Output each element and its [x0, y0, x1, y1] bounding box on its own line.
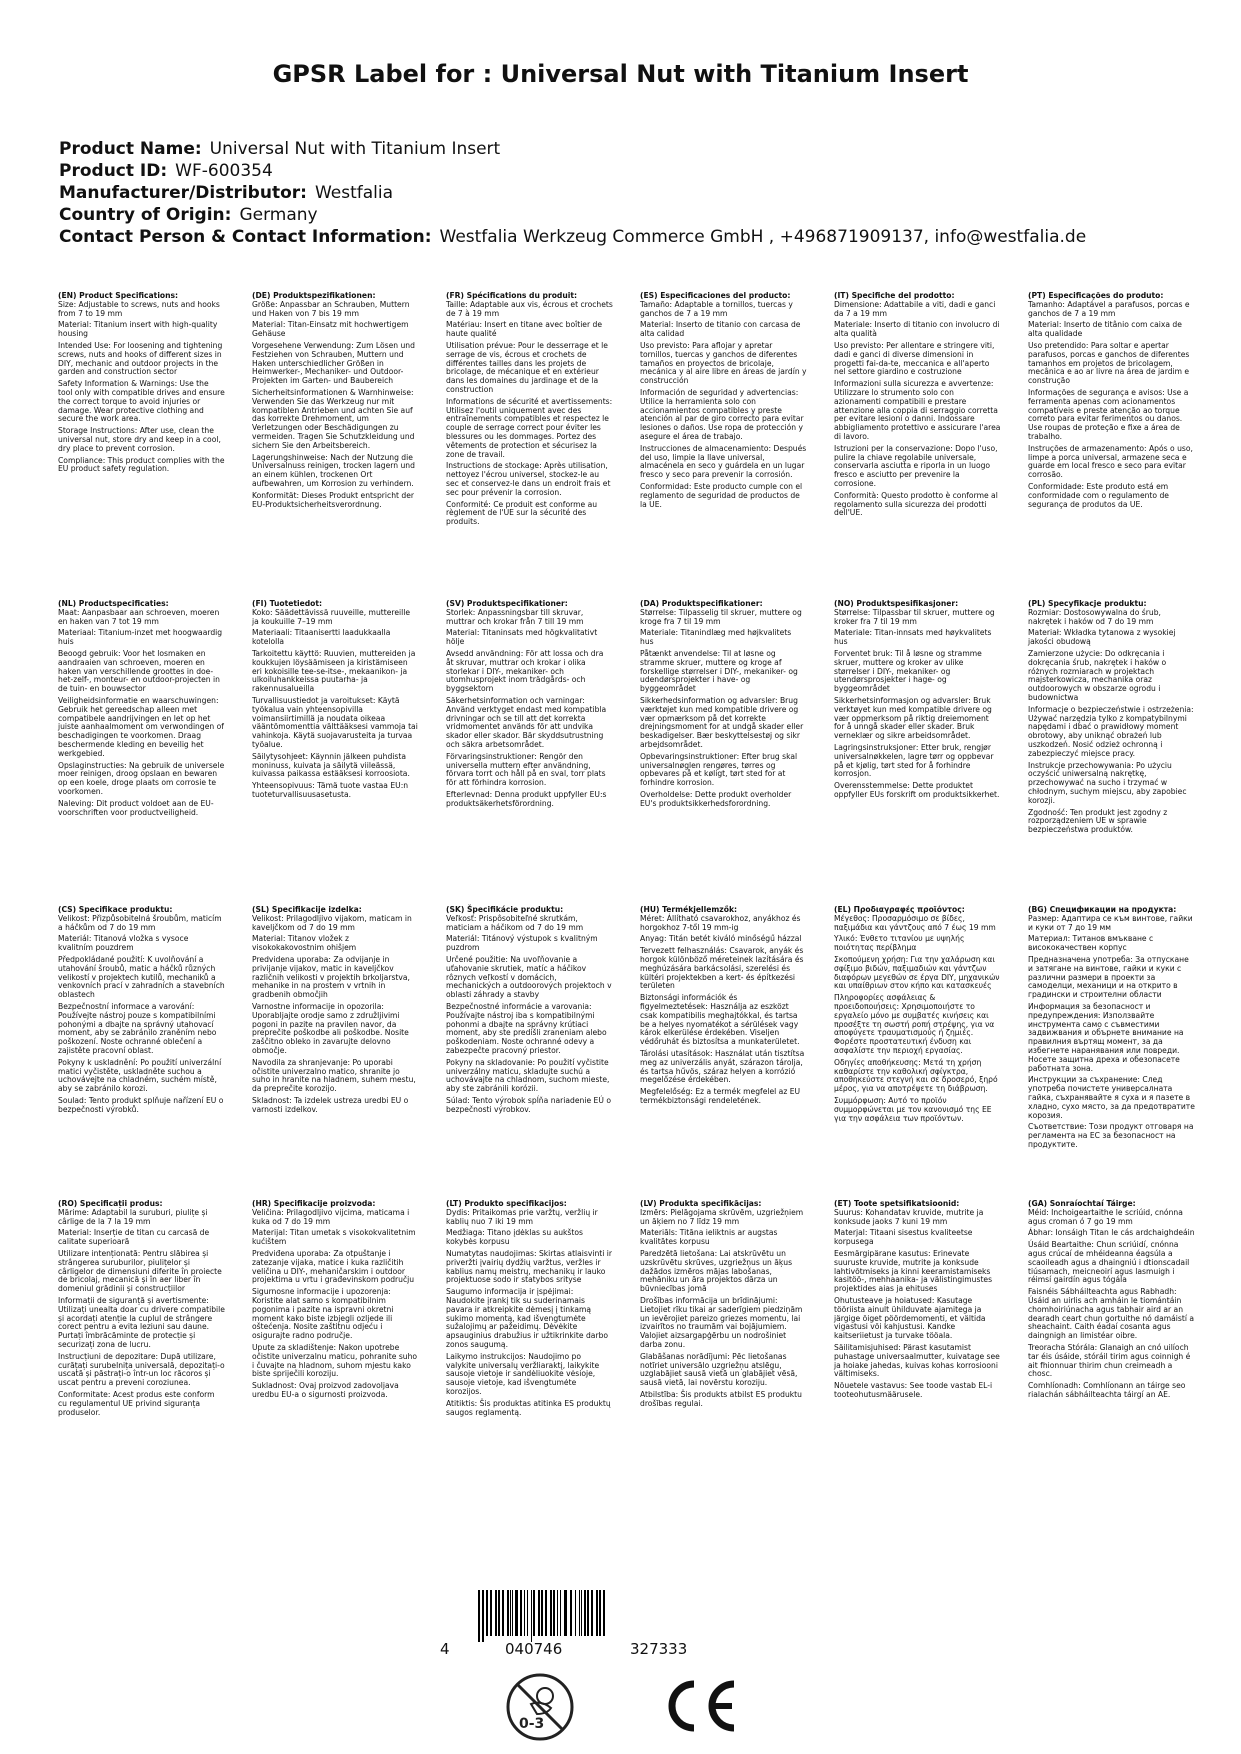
- spec-paragraph: Lagringsinstruksjoner: Etter bruk, rengjør universalnøkkelen, lagre tørr og oppbevar på et kjølig, tørt sted for å forhindre korrosjon.: [834, 742, 994, 779]
- manufacturer-row: Manufacturer/Distributor: Westfalia: [59, 183, 393, 203]
- spec-paragraph: Predviđena uporaba: Za otpuštanje i zatezanje vijaka, matice i kuka različitih veličina u DIY-, mehaničarskim i outdoor projektima u vrtu i građevinskom području: [252, 1248, 415, 1285]
- spec-paragraph: Vorgesehene Verwendung: Zum Lösen und Festziehen von Schrauben, Muttern und Haken unterschiedlicher Größen in Heimwerker-, Mechaniker- und Outdoor-Projekten im Garten- und Baubereich: [252, 340, 415, 386]
- spec-heading: (EN) Product Specifications:: [58, 291, 179, 300]
- spec-paragraph: Nõuetele vastavus: See toode vastab EL-i tooteohutusmäärusele.: [834, 1381, 993, 1399]
- spec-paragraph: Informacje o bezpieczeństwie i ostrzeżenia: Używać narzędzia tylko z kompatybilnymi napędami i dbać o prawidłowy moment obrotowy, aby uniknąć obrażeń lub uszkodzeń. Nosić odzież ochronną i zabezpieczyć miejsce pracy.: [1028, 704, 1194, 758]
- spec-paragraph: Tervezett felhasználás: Csavarok, anyák és horgok különböző méreteinek lazítására és meghúzására barkácsolási, szerelési és kültéri projektekben a kert- és építkezési területen: [640, 946, 804, 991]
- barcode-bar: [553, 1590, 555, 1636]
- spec-section: [640, 292, 807, 530]
- spec-paragraph: Předpokládané použití: K uvolňování a utahování šroubů, matic a háčků různých velikostí v projektech kutilů, mechaniků a venkovních prací v zahradních a stavebních oblastech: [58, 954, 225, 1000]
- spec-paragraph: Yhteensopivuus: Tämä tuote vastaa EU:n tuoteturvallisuusasetusta.: [252, 781, 409, 799]
- spec-section: [252, 906, 419, 1153]
- spec-paragraph: Sigurnosne informacije i upozorenja: Koristite alat samo s kompatibilnim pogonima i pazite na ispravni okretni moment kako biste izbjegli ozljede ili oštećenja. Nosite zaštitnu odjeću i osigurajte radno područje.: [252, 1287, 394, 1341]
- spec-section: [1028, 906, 1195, 1153]
- spec-paragraph: Treoracha Stórála: Glanaigh an cnó uilíoch tar éis úsáide, stóráil tirim agus coinnigh é ait fhionnuar thirim chun creimeadh a chosc.: [1028, 1342, 1191, 1379]
- spec-section: [58, 600, 225, 838]
- barcode-bar: [570, 1590, 572, 1636]
- spec-paragraph: Atitiktis: Šis produktas atitinka ES produktų saugos reglamentą.: [446, 1398, 611, 1417]
- spec-paragraph: Material: Titan-Einsatz mit hochwertigem Gehäuse: [252, 320, 409, 339]
- spec-paragraph: Conformité: Ce produit est conforme au règlement de l'UE sur la sécurité des produits.: [446, 499, 598, 527]
- spec-heading: (SV) Produktspecifikationer:: [446, 599, 568, 608]
- spec-paragraph: Dimensione: Adattabile a viti, dadi e ganci da 7 a 19 mm: [834, 299, 996, 318]
- spec-row: [58, 600, 1198, 838]
- spec-paragraph: Koko: Säädettävissä ruuveille, muttereille ja koukuille 7–19 mm: [252, 607, 411, 626]
- spec-paragraph: Maat: Aanpasbaar aan schroeven, moeren en haken van 7 tot 19 mm: [58, 607, 220, 626]
- spec-section: [446, 906, 613, 1153]
- spec-paragraph: Materjal: Titaani sisestus kvaliteetse korpusega: [834, 1228, 973, 1247]
- spec-heading: (FI) Tuotetiedot:: [252, 599, 323, 608]
- spec-paragraph: Soulad: Tento produkt splňuje nařízení EU o bezpečnosti výrobků.: [58, 1095, 224, 1114]
- spec-section: [1028, 1200, 1195, 1420]
- spec-heading: (DA) Produktspecifikationer:: [640, 599, 763, 608]
- manufacturer-value: Westfalia: [314, 183, 393, 203]
- spec-paragraph: Pokyny na skladovanie: Po použití vyčistite univerzálny maticu, skladujte suchú a uchovávajte na chladnom, suchom mieste, aby ste zabránili korózii.: [446, 1057, 610, 1094]
- spec-paragraph: Určené použitie: Na uvoľňovanie a uťahovanie skrutiek, matíc a háčikov rôznych veľkostí v domácich, mechanických a outdoorových projektoch v oblasti záhrady a stavby: [446, 954, 612, 1000]
- barcode-bar: [507, 1590, 509, 1636]
- spec-paragraph: Informații de siguranță și avertismente: Utilizați unealta doar cu drivere compatibile și acordați atenție la cuplul de strângere corect pentru a evita leziuni sau daune. Purtați îmbrăcăminte de protecție și securizați zona de lucru.: [58, 1295, 225, 1349]
- spec-paragraph: Conformità: Questo prodotto è conforme al regolamento sulla sicurezza dei prodotti dell'UE.: [834, 490, 998, 518]
- spec-paragraph: Velikost: Přizpůsobitelná šroubům, maticím a háčkům od 7 do 19 mm: [58, 913, 222, 932]
- spec-paragraph: Utilisation prévue: Pour le desserrage et le serrage de vis, écrous et crochets de différentes tailles dans les projets de bricolage, de mécanique et en extérieur dans les domaines du jardinage et de la construction: [446, 340, 608, 394]
- spec-section: [640, 1200, 807, 1420]
- barcode-bar: [510, 1590, 511, 1636]
- spec-paragraph: Atbilstība: Šis produkts atbilst ES produktu drošības regulai.: [640, 1389, 802, 1408]
- spec-paragraph: Megfelelőség: Ez a termék megfelel az EU termékbiztonsági rendeletének.: [640, 1087, 801, 1105]
- barcode-bar: [478, 1590, 480, 1642]
- spec-paragraph: Material: Inserto de titanio con carcasa de alta calidad: [640, 320, 801, 339]
- spec-paragraph: Material: Titanium insert with high-quality housing: [58, 320, 218, 339]
- barcode-bar: [587, 1590, 589, 1636]
- spec-section: [1028, 292, 1195, 530]
- spec-section: [252, 292, 419, 530]
- spec-paragraph: Størrelse: Tilpasselig til skruer, muttere og kroge fra 7 til 19 mm: [640, 607, 802, 626]
- barcode-bar: [550, 1590, 552, 1636]
- spec-heading: (LT) Produkto specifikacijos:: [446, 1199, 567, 1208]
- barcode-bar: [584, 1590, 586, 1636]
- spec-paragraph: Numatytas naudojimas: Skirtas atlaisvinti ir priveržti įvairių dydžių varžtus, veržles ir kablius namų meistrų, mechanikų ir lauko projektuose sodo ir statybos srityse: [446, 1248, 613, 1285]
- barcode-bar: [599, 1590, 601, 1636]
- spec-paragraph: Size: Adjustable to screws, nuts and hooks from 7 to 19 mm: [58, 299, 220, 318]
- spec-paragraph: Materiaali: Titaanisertti laadukkaalla kotelolla: [252, 628, 391, 647]
- barcode-bar: [538, 1590, 540, 1636]
- spec-paragraph: Ábhar: Ionsáigh Titan le cás ardchaighdeáin: [1028, 1228, 1195, 1238]
- barcode-bar: [579, 1590, 580, 1636]
- spec-paragraph: Opbevaringsinstruktioner: Efter brug skal universalnøglen rengøres, tørres og opbevares på et køligt, tørt sted for at forhindre korrosion.: [640, 751, 798, 788]
- spec-paragraph: Sukladnost: Ovaj proizvod zadovoljava uredbu EU-a o sigurnosti proizvoda.: [252, 1381, 399, 1399]
- spec-paragraph: Veľkosť: Prispôsobiteľné skrutkám, maticiam a háčikom od 7 do 19 mm: [446, 913, 584, 932]
- spec-paragraph: Материал: Титанов вмъкване с висококачествен корпус: [1028, 934, 1154, 953]
- spec-paragraph: Informazioni sulla sicurezza e avvertenze: Utilizzare lo strumento solo con azionamenti compatibili e prestare attenzione alla coppia di serraggio corretta per evitare lesioni o danni. Indossare abbigliamento protettivo e assicurare l'area di lavoro.: [834, 379, 1001, 441]
- ce-mark-icon: [660, 1676, 740, 1736]
- spec-section: [446, 600, 613, 838]
- spec-heading: (HR) Specifikacije proizvoda:: [252, 1199, 376, 1208]
- spec-paragraph: Taille: Adaptable aux vis, écrous et crochets de 7 à 19 mm: [446, 299, 613, 318]
- spec-paragraph: Informações de segurança e avisos: Use a ferramenta apenas com acionamentos compatíveis e preste atenção ao torque correto para evitar ferimentos ou danos. Use roupas de proteção e fixe a área de trabalho.: [1028, 387, 1189, 441]
- barcode-bar: [557, 1590, 558, 1636]
- spec-paragraph: Materiale: Titan-innsats med høykvalitets hus: [834, 628, 992, 647]
- spec-paragraph: Medžiaga: Titano įdėklas su aukštos kokybės korpusu: [446, 1228, 583, 1247]
- product-name-value: Universal Nut with Titanium Insert: [209, 139, 501, 159]
- spec-paragraph: Úsáid Beartaithe: Chun scriúidí, cnónna agus crúcaí de mhéideanna éagsúla a scaoileadh agus a dhaingniú i dtionscadail tiúsamach, meicneoirí agus lasmuigh i réimsí gairdín agus tógála: [1028, 1240, 1190, 1285]
- spec-paragraph: Varnostne informacije in opozorila: Uporabljajte orodje samo z združljivimi pogoni in pazite na pravilen navor, da preprečite poškodbe ali poškodbe. Nosite zaščitno obleko in zavarujte delovno območje.: [252, 1001, 409, 1055]
- spec-paragraph: Tárolási utasítások: Használat után tisztítsa meg az univerzális anyát, szárazon tárolja, és tartsa hűvös, száraz helyen a korrózió megelőzése érdekében.: [640, 1048, 805, 1085]
- product-id-value: WF-600354: [175, 161, 273, 181]
- spec-paragraph: Materiale: Inserto di titanio con involucro di alta qualità: [834, 320, 1000, 339]
- spec-paragraph: Uso previsto: Per allentare e stringere viti, dadi e ganci di diverse dimensioni in progetti fai-da-te, meccanica e all'aperto nel settore giardino e costruzione: [834, 340, 995, 377]
- spec-paragraph: Skladnost: Ta izdelek ustreza uredbi EU o varnosti izdelkov.: [252, 1095, 409, 1114]
- spec-paragraph: Σκοπούμενη χρήση: Για την χαλάρωση και σφίξιμο βιδών, παξιμαδιών και γάντζων διαφόρων μεγεθών σε έργα DIY, μηχανικών και υπαίθριων στον κήπο και κατασκευές: [834, 954, 1000, 991]
- spec-paragraph: Material: Inserto de titânio com caixa de alta qualidade: [1028, 320, 1182, 339]
- spec-paragraph: Veličina: Prilagodljivo vijcima, maticama i kuka od 7 do 19 mm: [252, 1207, 410, 1226]
- spec-paragraph: Intended Use: For loosening and tightening screws, nuts and hooks of different sizes in DIY, mechanic and outdoor projects in the garden and construction sector: [58, 340, 223, 377]
- spec-paragraph: Efterlevnad: Denna produkt uppfyller EU:s produktsäkerhetsförordning.: [446, 789, 607, 808]
- spec-heading: (NL) Productspecificaties:: [58, 599, 169, 608]
- spec-section: [252, 1200, 419, 1420]
- spec-paragraph: Materiale: Titanindlæg med højkvalitets hus: [640, 628, 792, 647]
- spec-paragraph: Μέγεθος: Προσαρμόσιμο σε βίδες, παξιμάδια και γάντζους από 7 έως 19 mm: [834, 913, 996, 932]
- barcode-bar: [533, 1590, 535, 1636]
- spec-paragraph: Drošības informācija un brīdinājumi: Lietojiet rīku tikai ar saderīgiem piedziņām un ievērojiet pareizo griezes momentu, lai izvairītos no traumām vai bojājumiem. Valojiet aizsargapģērbu un nodrošiniet darba zonu.: [640, 1295, 803, 1349]
- spec-heading: (NO) Produktspesifikasjoner:: [834, 599, 959, 608]
- spec-paragraph: Säilitamisjuhised: Pärast kasutamist puhastage universaalmutter, kuivatage see ja hoiake jahedas, kuivas kohas korrosiooni vältimiseks.: [834, 1342, 1000, 1379]
- spec-paragraph: Предназначена употреба: За отпускане и затягане на винтове, гайки и куки с различни размери в проекти за самоделци, механици и на открито в градински и строителни области: [1028, 954, 1189, 1000]
- spec-paragraph: Navodila za shranjevanje: Po uporabi očistite univerzalno matico, shranite jo suho in hranite na hladnem, suhem mestu, da preprečite korozijo.: [252, 1057, 416, 1094]
- spec-section: [58, 1200, 225, 1420]
- barcode-bar: [596, 1590, 598, 1636]
- spec-paragraph: Bezpečnostné informácie a varovania: Používajte nástroj iba s kompatibilnými pohonmi a dbajte na správny krútiaci moment, aby ste predišli zraneniam alebo poškodeniam. Noste ochranné odevy a zabezpečte pracovný priestor.: [446, 1001, 607, 1055]
- spec-paragraph: Overensstemmelse: Dette produktet oppfyller EUs forskrift om produktsikkerhet.: [834, 781, 1000, 799]
- spec-heading: (DE) Produktspezifikationen:: [252, 291, 376, 300]
- spec-section: [1028, 600, 1195, 838]
- spec-paragraph: Eesmärgipärane kasutus: Erinevate suuruste kruvide, mutrite ja konksude lahtivõtmiseks ja kinni keeramistamiseks kasitöö-, mehhaanika- ja välistingimustes projektides aias ja ehituses: [834, 1248, 993, 1294]
- spec-paragraph: Storlek: Anpassningsbar till skruvar, muttrar och krokar från 7 till 19 mm: [446, 607, 584, 626]
- spec-paragraph: Overholdelse: Dette produkt overholder EU's produktsikkerhedsforordning.: [640, 789, 792, 808]
- spec-section: [252, 600, 419, 838]
- spec-paragraph: Naleving: Dit product voldoet aan de EU-voorschriften voor productveiligheid.: [58, 798, 214, 817]
- spec-paragraph: Påtænkt anvendelse: Til at løsne og stramme skruer, muttere og kroge af forskellige størrelser i DIY-, mekaniker- og udendørsprojekter i have- og byggeområdet: [640, 648, 798, 694]
- barcode-bar: [495, 1590, 497, 1636]
- spec-paragraph: Lagerungshinweise: Nach der Nutzung die Universalnuss reinigen, trocken lagern und an einem kühlen, trockenen Ort aufbewahren, um Korrosion zu verhindern.: [252, 452, 415, 488]
- spec-paragraph: Conformitate: Acest produs este conform cu regulamentul UE privind siguranța produselor.: [58, 1389, 215, 1417]
- spec-heading: (CS) Specifikace produktu:: [58, 905, 173, 914]
- spec-paragraph: Инструкции за съхранение: След употреба почистете универсалната гайка, съхранявайте я суха и я пазете в хладно, сухо място, за да предотвратите корозия.: [1028, 1075, 1195, 1120]
- spec-paragraph: Material: Inserție de titan cu carcasă de calitate superioară: [58, 1228, 210, 1247]
- spec-heading: (SL) Specifikacije izdelka:: [252, 905, 362, 914]
- spec-section: [446, 1200, 613, 1420]
- product-name-row: Product Name: Universal Nut with Titanium Insert: [59, 139, 501, 159]
- spec-heading: (SK) Špecifikácie produktu:: [446, 905, 564, 914]
- spec-section: [834, 292, 1001, 530]
- spec-section: [834, 600, 1001, 838]
- contact-row: Contact Person & Contact Information: Westfalia Werkzeug Commerce GmbH , +496871909137, info@westfalia.de: [59, 227, 1087, 247]
- spec-paragraph: Utilizare intenționată: Pentru slăbirea și strângerea suruburilor, piulițelor și cârligelor de dimensiuni diferite în proiecte de bricolaj, mecanică și în aer liber în domeniul grădinii și construcțiilor: [58, 1248, 222, 1294]
- spec-paragraph: Upute za skladištenje: Nakon upotrebe očistite univerzalnu maticu, pohranite suho i čuvajte na hladnom, suhom mjestu kako biste spriječili koroziju.: [252, 1342, 418, 1379]
- spec-paragraph: Zgodność: Ten produkt jest zgodny z rozporządzeniem UE w sprawie bezpieczeństwa produktów.: [1028, 807, 1168, 835]
- barcode-bar: [490, 1590, 492, 1636]
- spec-paragraph: Méret: Állítható csavarokhoz, anyákhoz és horgokhoz 7-től 19 mm-ig: [640, 913, 801, 932]
- spec-paragraph: Forventet bruk: Til å løsne og stramme skruer, muttere og kroker av ulike størrelser i DIY-, mekaniker- og utendørsprosjekter i hage- og byggeområdet: [834, 648, 982, 694]
- spec-paragraph: Veiligheidsinformatie en waarschuwingen: Gebruik het gereedschap alleen met compatibele aandrijvingen en let op het juiste aanhaalmoment om verwondingen of beschadigingen te voorkomen. Draag beschermende kleding en beveilig het werkgebied.: [58, 695, 224, 758]
- spec-paragraph: Materiāls: Titāna ieliktnis ar augstas kvalitātes korpusu: [640, 1228, 778, 1247]
- spec-section: [834, 906, 1001, 1153]
- spec-section: [58, 292, 225, 530]
- spec-paragraph: Säkerhetsinformation och varningar: Använd verktyget endast med kompatibla drivningar och se till att det korrekta vridmomentet används för att undvika skador eller skador. Bär skyddsutrustning och säkra arbetsområdet.: [446, 695, 607, 749]
- spec-paragraph: Συμμόρφωση: Αυτό το προϊόν συμμορφώνεται με τον κανονισμό της ΕΕ για την ασφάλεια των προϊόντων.: [834, 1095, 992, 1123]
- spec-paragraph: Storage Instructions: After use, clean the universal nut, store dry and keep in a cool, dry place to prevent corrosion.: [58, 426, 221, 453]
- spec-paragraph: Информация за безопасност и предупреждения: Използвайте инструмента само с съвместими задвижвания и обърнете внимание на правилния въртящ момент, за да избегнете наранявания или повреди. Носете защитна дреха и обезопасете работната зона.: [1028, 1001, 1184, 1073]
- barcode-bar: [531, 1590, 532, 1642]
- barcode-bar: [545, 1590, 547, 1636]
- spec-paragraph: Materiál: Titanová vložka s vysoce kvalitním pouzdrem: [58, 934, 189, 953]
- barcode-lead-digit: 4: [440, 1640, 450, 1658]
- spec-paragraph: Размер: Адаптира се към винтове, гайки и куки от 7 до 19 мм: [1028, 913, 1193, 932]
- spec-heading: (IT) Specifiche del prodotto:: [834, 291, 955, 300]
- spec-section: [446, 292, 613, 530]
- spec-section: [640, 600, 807, 838]
- spec-section: [640, 906, 807, 1153]
- spec-paragraph: Materiál: Titánový výstupok s kvalitným puzdrom: [446, 934, 598, 953]
- spec-heading: (ES) Especificaciones del producto:: [640, 291, 791, 300]
- spec-paragraph: Tamanho: Adaptável a parafusos, porcas e ganchos de 7 a 19 mm: [1028, 299, 1190, 318]
- spec-paragraph: Pokyny k uskladnění: Po použití univerzální matici vyčistěte, uskladněte suchou a uchovávejte na chladném, suchém místě, aby se zabránilo korozi.: [58, 1057, 222, 1094]
- spec-heading: (ET) Toote spetsifikatsioonid:: [834, 1199, 960, 1208]
- barcode-bar: [591, 1590, 593, 1636]
- barcode-bar: [482, 1590, 484, 1642]
- spec-paragraph: Avsedd användning: För att lossa och dra åt skruvar, muttrar och krokar i olika storlekar i DIY-, mekaniker- och utomhusprojekt inom trädgårds- och byggsektorn: [446, 648, 604, 694]
- spec-heading: (BG) Спецификации на продукта:: [1028, 905, 1177, 914]
- spec-heading: (LV) Produkta specifikācijas:: [640, 1199, 762, 1208]
- spec-paragraph: Dydis: Pritaikomas prie varžtų, veržlių ir kablių nuo 7 iki 19 mm: [446, 1207, 598, 1226]
- country-row: Country of Origin: Germany: [59, 205, 318, 225]
- spec-section: [58, 906, 225, 1153]
- spec-paragraph: Opslaginstructies: Na gebruik de universele moer reinigen, droog opslaan en bewaren op een koele, droge plaats om corrosie te voorkomen.: [58, 760, 225, 796]
- spec-heading: (GA) Sonraíochtaí Táirge:: [1028, 1199, 1136, 1208]
- spec-paragraph: Comhlíonadh: Comhlíonann an táirge seo rialachán sábháilteachta táirgí an AE.: [1028, 1381, 1186, 1399]
- spec-paragraph: Súlad: Tento výrobok spĺňa nariadenie EÚ o bezpečnosti výrobkov.: [446, 1095, 611, 1114]
- spec-paragraph: Uso pretendido: Para soltar e apertar parafusos, porcas e ganchos de diferentes tamanhos em projetos de bricolagem, mecânica e ao ar livre na área de jardim e construção: [1028, 340, 1190, 386]
- spec-heading: (PL) Specyfikacje produktu:: [1028, 599, 1147, 608]
- spec-section: [834, 1200, 1001, 1420]
- spec-heading: (RO) Specificații produs:: [58, 1199, 163, 1208]
- spec-paragraph: Anyag: Titán betét kiváló minőségű házzal: [640, 934, 802, 944]
- spec-paragraph: Faisnéis Sábháilteachta agus Rabhadh: Úsáid an uirlis ach amháin le tiomántáin chomhoiriúnacha agus tabhair aird ar an dearadh ceart chun gortuithe nó damáistí a sheachaint. Caith éadaí cosanta agus daingnigh an limistéar oibre.: [1028, 1287, 1194, 1341]
- spec-paragraph: Størrelse: Tilpassbar til skruer, muttere og kroker fra 7 til 19 mm: [834, 607, 995, 626]
- spec-paragraph: Πληροφορίες ασφάλειας & προειδοποιήσεις: Χρησιμοποιήστε το εργαλείο μόνο με συμβατές κινήσεις και προσέξτε τη σωστή ροπή στρέψης, για να αποφύγετε τραυματισμούς ή ζημιές. Φορέστε προστατευτική ένδυση και ασφαλίστε την περιοχή εργασίας.: [834, 993, 995, 1055]
- spec-paragraph: Méid: Inchoigeartaithe le scriúid, cnónna agus croman ó 7 go 19 mm: [1028, 1207, 1183, 1226]
- barcode-bar: [512, 1590, 513, 1636]
- spec-paragraph: Rozmiar: Dostosowywalna do śrub, nakrętek i haków od 7 do 19 mm: [1028, 607, 1161, 626]
- spec-paragraph: Οδηγίες αποθήκευσης: Μετά τη χρήση καθαρίστε την καθολική σφίγκτρα, αποθηκεύστε στεγνή και σε δροσερό, ξηρό μέρος, για να αποτρέψετε τη διάβρωση.: [834, 1057, 998, 1094]
- spec-paragraph: Conformidade: Este produto está em conformidade com o regulamento de segurança de produtos da UE.: [1028, 481, 1169, 509]
- product-id-row: Product ID: WF-600354: [59, 161, 273, 181]
- barcode-bar: [560, 1590, 561, 1636]
- spec-paragraph: Instrucciones de almacenamiento: Después del uso, limpie la llave universal, almacénela en seco y guárdela en un lugar fresco y seco para prevenir la corrosión.: [640, 443, 807, 480]
- spec-paragraph: Tarkoitettu käyttö: Ruuvien, muttereiden ja koukkujen löysäämiseen ja kiristämiseen eri kokoisille tee-se-itse-, mekaanikon- ja ulkoiluhankkeissa puutarha- ja rakennusalueilla: [252, 648, 416, 694]
- spec-paragraph: Sikkerhetsinformasjon og advarsler: Bruk verktøyet kun med kompatible drivere og vær oppmerksom på riktig dreiemoment for å unngå skader eller skader. Bruk verneklær og sikre arbeidsområdet.: [834, 695, 992, 741]
- spec-paragraph: Υλικό: Ένθετο τιτανίου με υψηλής ποιότητας περίβλημα: [834, 934, 965, 953]
- spec-paragraph: Turvallisuustiedot ja varoitukset: Käytä työkalua vain yhteensopivilla voimansiirtimillä ja noudata oikeaa vääntömomenttia välttääksesi vammoja tai vahinkoja. Käytä suojavarusteita ja turvaa työalue.: [252, 695, 418, 749]
- spec-paragraph: Predvidena uporaba: Za odvijanje in privijanje vijakov, matic in kaveljčkov različnih velikosti v projektih brkoljarstva, mehanike in na prostem v vrtnih in gradbenih območjih: [252, 954, 410, 1000]
- barcode-bar: [564, 1590, 567, 1636]
- spec-paragraph: Konformität: Dieses Produkt entspricht der EU-Produktsicherheitsverordnung.: [252, 490, 415, 509]
- spec-paragraph: Sikkerhedsinformation og advarsler: Brug værktøjet kun med kompatible drivere og vær opmærksom på det korrekte drejningsmoment for at undgå skader eller beskadigelser. Bær beskyttelsestøj og sikr arbejdsområdet.: [640, 695, 804, 749]
- spec-paragraph: Izmērs: Pielāgojama skrūvēm, uzgriežņiem un āķiem no 7 līdz 19 mm: [640, 1207, 804, 1226]
- product-info: [59, 138, 1199, 248]
- spec-paragraph: Größe: Anpassbar an Schrauben, Muttern und Haken von 7 bis 19 mm: [252, 299, 410, 318]
- spec-heading: (PT) Especificações do produto:: [1028, 291, 1164, 300]
- spec-paragraph: Material: Titanov vložek z visokokakovostnim ohišjem: [252, 934, 357, 953]
- spec-paragraph: Safety Information & Warnings: Use the tool only with compatible drives and ensure the correct torque to avoid injuries or damage. Wear protective clothing and secure the work area.: [58, 379, 225, 424]
- spec-paragraph: Glabāšanas norādījumi: Pēc lietošanas notīriet universālo uzgriežņu atslēgu, uzglabājiet sausā vietā un glabājiet vēsā, sausā vietā, lai novērstu koroziju.: [640, 1351, 798, 1388]
- spec-paragraph: Materiał: Wkładka tytanowa z wysokiej jakości obudową: [1028, 628, 1176, 647]
- spec-paragraph: Materijal: Titan umetak s visokokvalitetnim kućištem: [252, 1228, 416, 1247]
- barcode-bar: [524, 1590, 525, 1636]
- spec-paragraph: Materiaal: Titanium-inzet met hoogwaardig huis: [58, 628, 223, 647]
- spec-heading: (FR) Spécifications du produit:: [446, 291, 578, 300]
- country-value: Germany: [239, 205, 318, 225]
- barcode-bar: [527, 1590, 528, 1636]
- barcode-bar: [541, 1590, 543, 1636]
- spec-paragraph: Información de seguridad y advertencias: Utilice la herramienta solo con accionamientos compatibles y preste atención al par de giro correcto para evitar lesiones o daños. Use ropa de protección y asegure el área de trabajo.: [640, 387, 804, 441]
- spec-paragraph: Material: Titaninsats med högkvalitativt hölje: [446, 628, 598, 647]
- spec-paragraph: Съответствие: Този продукт отговаря на регламента на ЕС за безопасност на продуктите.: [1028, 1122, 1194, 1149]
- spec-paragraph: Matériau: Insert en titane avec boîtier de haute qualité: [446, 320, 603, 339]
- barcode-bar: [502, 1590, 504, 1636]
- barcode-bar: [520, 1590, 522, 1636]
- barcode-left-digits: 040746: [505, 1640, 563, 1658]
- spec-paragraph: Compliance: This product complies with the EU product safety regulation.: [58, 455, 225, 474]
- barcode-right-digits: 327333: [630, 1640, 688, 1658]
- barcode-bar: [581, 1590, 582, 1636]
- spec-paragraph: Instruções de armazenamento: Após o uso, limpe a porca universal, armazene seca e guarde em local fresco e seco para evitar corrosão.: [1028, 443, 1193, 480]
- spec-paragraph: Conformidad: Este producto cumple con el reglamento de seguridad de productos de la UE.: [640, 481, 803, 509]
- spec-heading: (EL) Προδιαγραφές προϊόντος:: [834, 905, 965, 914]
- spec-paragraph: Beoogd gebruik: Voor het losmaken en aandraaien van schroeven, moeren en haken van verschillende groottes in doe-het-zelf-, monteur- en outdoor-projecten in de tuin- en bouwsector: [58, 648, 220, 694]
- page-title: GPSR Label for : Universal Nut with Titanium Insert: [272, 60, 969, 88]
- spec-paragraph: Säilytysohjeet: Käynnin jälkeen puhdista moninuss, kuivata ja säilytä viileässä, kuivassa paikassa estääksesi korroosiota.: [252, 751, 410, 779]
- spec-paragraph: Ohutusteave ja hoiatused: Kasutage tööriista ainult ühilduvate ajamitega ja järgige õiget pöördemomenti, et vältida vigastusi või kahjustusi. Kandke kaitseriietust ja turvake tööala.: [834, 1295, 986, 1341]
- age-warning-0-3-icon: [505, 1672, 575, 1742]
- spec-paragraph: Suurus: Kohandatav kruvide, mutrite ja konksude jaoks 7 kuni 19 mm: [834, 1207, 984, 1226]
- barcode: [478, 1590, 768, 1642]
- barcode-bar: [603, 1590, 605, 1636]
- barcode-bar: [515, 1590, 518, 1636]
- barcode-bar: [498, 1590, 500, 1636]
- spec-paragraph: Mărime: Adaptabil la suruburi, piulițe și cârlige de la 7 la 19 mm: [58, 1207, 208, 1226]
- spec-paragraph: Förvaringsinstruktioner: Rengör den universella muttern efter användning, förvara torrt och håll på en sval, torr plats för att förhindra korrosion.: [446, 751, 606, 788]
- spec-paragraph: Instrucțiuni de depozitare: După utilizare, curățați surubelnița universală, depozitați-o uscată și păstrați-o într-un loc răcoros și uscat pentru a preveni coroziunea.: [58, 1351, 225, 1388]
- svg-text:0-3: 0-3: [519, 1716, 545, 1732]
- spec-paragraph: Laikymo instrukcijos: Naudojimo po valykite universalų veržliaraktį, laikykite sausoje vietoje ir sandėliuokite vėsioje, sausoje vietoje, kad išvengtumėte korozijos.: [446, 1351, 600, 1396]
- spec-heading: (HU) Termékjellemzők:: [640, 905, 738, 914]
- contact-value: Westfalia Werkzeug Commerce GmbH , +496871909137, info@westfalia.de: [439, 227, 1087, 247]
- barcode-bar: [575, 1590, 576, 1636]
- spec-row: [58, 906, 1198, 1153]
- spec-row: [58, 292, 1198, 530]
- spec-paragraph: Informations de sécurité et avertissements: Utilisez l'outil uniquement avec des entraînements compatibles et respectez le couple de serrage correct pour éviter les blessures ou les dommages. Portez des vêtements de protection et sécurisez la zone de travail.: [446, 396, 613, 459]
- spec-paragraph: Bezpečnostní informace a varování: Používejte nástroj pouze s kompatibilními pohonými a dbajte na správný utahovací moment, aby se zabránilo zraněním nebo poškození. Noste ochranné oblečení a zajistěte pracovní oblast.: [58, 1001, 217, 1055]
- spec-paragraph: Istruzioni per la conservazione: Dopo l'uso, pulire la chiave regolabile universale, conservarla asciutta e riporla in un luogo fresco e asciutto per prevenire la corrosione.: [834, 443, 998, 488]
- spec-paragraph: Instrukcje przechowywania: Po użyciu oczyścić uniwersalną nakrętkę, przechowywać na sucho i trzymać w chłodnym, suchym miejscu, aby zapobiec korozji.: [1028, 760, 1187, 805]
- spec-paragraph: Velikost: Prilagodljivo vijakom, maticam in kaveljčkom od 7 do 19 mm: [252, 913, 412, 932]
- spec-paragraph: Paredzētā lietošana: Lai atskrūvētu un uzskrūvētu skrūves, uzgriežņus un āķus dažādos izmēros mājas labošanas, mehāniku un āra projektos dārza un būvniecības jomā: [640, 1248, 793, 1294]
- spec-paragraph: Saugumo informacija ir įspėjimai: Naudokite įrankį tik su suderinamais pavara ir atkreipkite dėmesį į tinkamą sukimo momentą, kad išvengtumėte sužalojimų ar pažeidimų. Dėvėkite apsauginius drabužius ir užtikrinkite darbo zonos saugumą.: [446, 1287, 609, 1349]
- spec-paragraph: Uso previsto: Para aflojar y apretar tornillos, tuercas y ganchos de diferentes tamaños en proyectos de bricolaje, mecánica y al aire libre en áreas de jardín y construcción: [640, 340, 807, 386]
- spec-paragraph: Biztonsági információk és figyelmeztetések: Használja az eszközt csak kompatibilis meghajtókkal, és tartsa be a helyes nyomatékot a sérülések vagy károk elkerülése érdekében. Viseljen védőruhát és biztosítsa a munkaterületet.: [640, 993, 800, 1047]
- barcode-bar: [486, 1590, 488, 1636]
- spec-paragraph: Zamierzone użycie: Do odkręcania i dokręcania śrub, nakrętek i haków o różnych rozmiarach w projektach majsterkowicza, mechanika oraz outdoorowych w obszarze ogrodu i budownictwa: [1028, 648, 1167, 702]
- spec-row: [58, 1200, 1198, 1420]
- spec-paragraph: Tamaño: Adaptable a tornillos, tuercas y ganchos de 7 a 19 mm: [640, 299, 793, 318]
- spec-paragraph: Instructions de stockage: Après utilisation, nettoyez l'écrou universel, stockez-le au sec et conservez-le dans un endroit frais et sec pour prévenir la corrosion.: [446, 461, 611, 497]
- spec-paragraph: Sicherheitsinformationen & Warnhinweise: Verwenden Sie das Werkzeug nur mit kompatiblen Antrieben und achten Sie auf das korrekte Drehmoment, um Verletzungen oder Beschädigungen zu vermeiden. Tragen Sie Schutzkleidung und sichern Sie den Arbeitsbereich.: [252, 387, 415, 450]
